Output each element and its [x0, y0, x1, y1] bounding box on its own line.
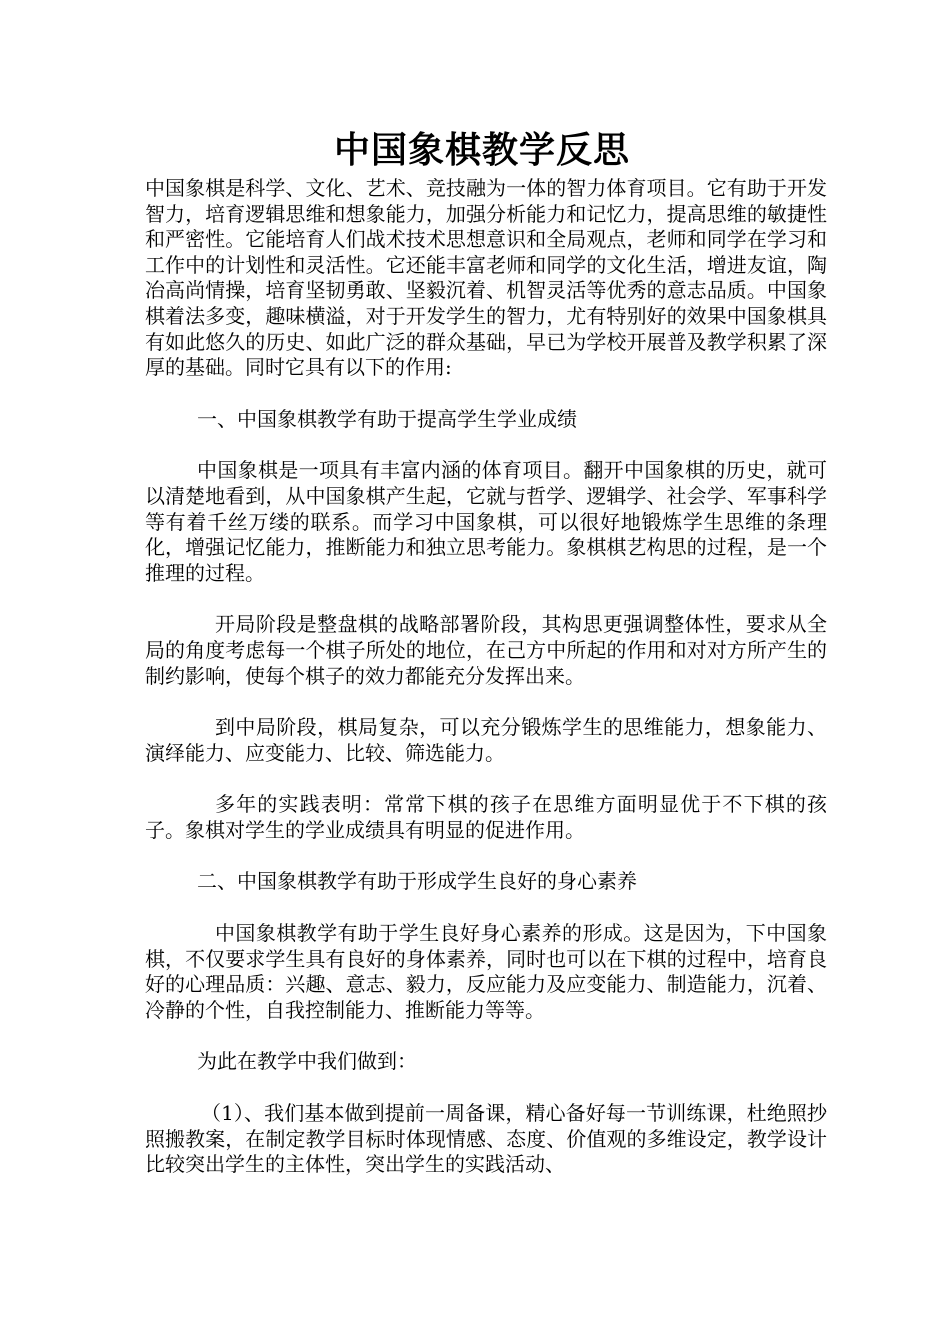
document-page [145, 126, 827, 1178]
paragraph-spacer [145, 381, 827, 407]
body-paragraph-6: 为此在教学中我们做到： [197, 1049, 417, 1074]
section-heading-2: 二、中国象棋教学有助于形成学生良好的身心素养 [197, 869, 637, 894]
paragraph-spacer [145, 1023, 827, 1049]
body-paragraph-5: 中国象棋教学有助于学生良好身心素养的形成。这是因为，下中国象棋，不仅要求学生具有良好的身体素养，同时也可以在下棋的过程中，培育良好的心理品质：兴趣、意志、毅力，反应能力及应变能力、制造能力，沉着、冷静的个性，自我控制能力、推断能力等等。 [145, 921, 827, 1022]
document-title: 中国象棋教学反思 [333, 130, 630, 171]
paragraph-spacer [145, 843, 827, 869]
paragraph-spacer [145, 766, 827, 792]
paragraph-spacer [145, 689, 827, 715]
body-paragraph-7: （1）、我们基本做到提前一周备课，精心备好每一节训练课，杜绝照抄照搬教案，在制定教学目标时体现情感、态度、价值观的多维设定，教学设计比较突出学生的主体性，突出学生的实践活动、 [145, 1101, 827, 1177]
paragraph-spacer [145, 895, 827, 921]
intro-paragraph: 中国象棋是科学、文化、艺术、竞技融为一体的智力体育项目。它有助于开发智力，培育逻辑思维和想象能力，加强分析能力和记忆力，提高思维的敏捷性和严密性。它能培育人们战术技术思想意识和全局观点，老师和同学在学习和工作中的计划性和灵活性。它还能丰富老师和同学的文化生活，增进友谊，陶冶高尚情操，培育坚韧勇敢、坚毅沉着、机智灵活等优秀的意志品质。中国象棋着法多变，趣味横溢，对于开发学生的智力，尤有特别好的效果中国象棋具有如此悠久的历史、如此广泛的群众基础，早已为学校开展普及教学积累了深厚的基础。同时它具有以下的作用: [145, 176, 827, 380]
body-paragraph-1: 中国象棋是一项具有丰富内涵的体育项目。翻开中国象棋的历史，就可以清楚地看到，从中国象棋产生起，它就与哲学、逻辑学、社会学、军事科学等有着千丝万缕的联系。而学习中国象棋，可以很好地锻炼学生思维的条理化，增强记忆能力，推断能力和独立思考能力。象棋棋艺构思的过程，是一个推理的过程。 [145, 458, 827, 585]
paragraph-spacer [145, 432, 827, 458]
paragraph-spacer [145, 1075, 827, 1101]
body-paragraph-3: 到中局阶段，棋局复杂，可以充分锻炼学生的思维能力，想象能力、演绎能力、应变能力、比较、筛选能力。 [145, 715, 827, 765]
section-heading-1: 一、中国象棋教学有助于提高学生学业成绩 [197, 406, 577, 431]
paragraph-spacer [145, 586, 827, 612]
body-paragraph-4: 多年的实践表明：常常下棋的孩子在思维方面明显优于不下棋的孩子。象棋对学生的学业成绩具有明显的促进作用。 [145, 792, 827, 842]
body-paragraph-2: 开局阶段是整盘棋的战略部署阶段，其构思更强调整体性，要求从全局的角度考虑每一个棋子所处的地位，在己方中所起的作用和对对方所产生的制约影响，使每个棋子的效力都能充分发挥出来。 [145, 612, 827, 688]
